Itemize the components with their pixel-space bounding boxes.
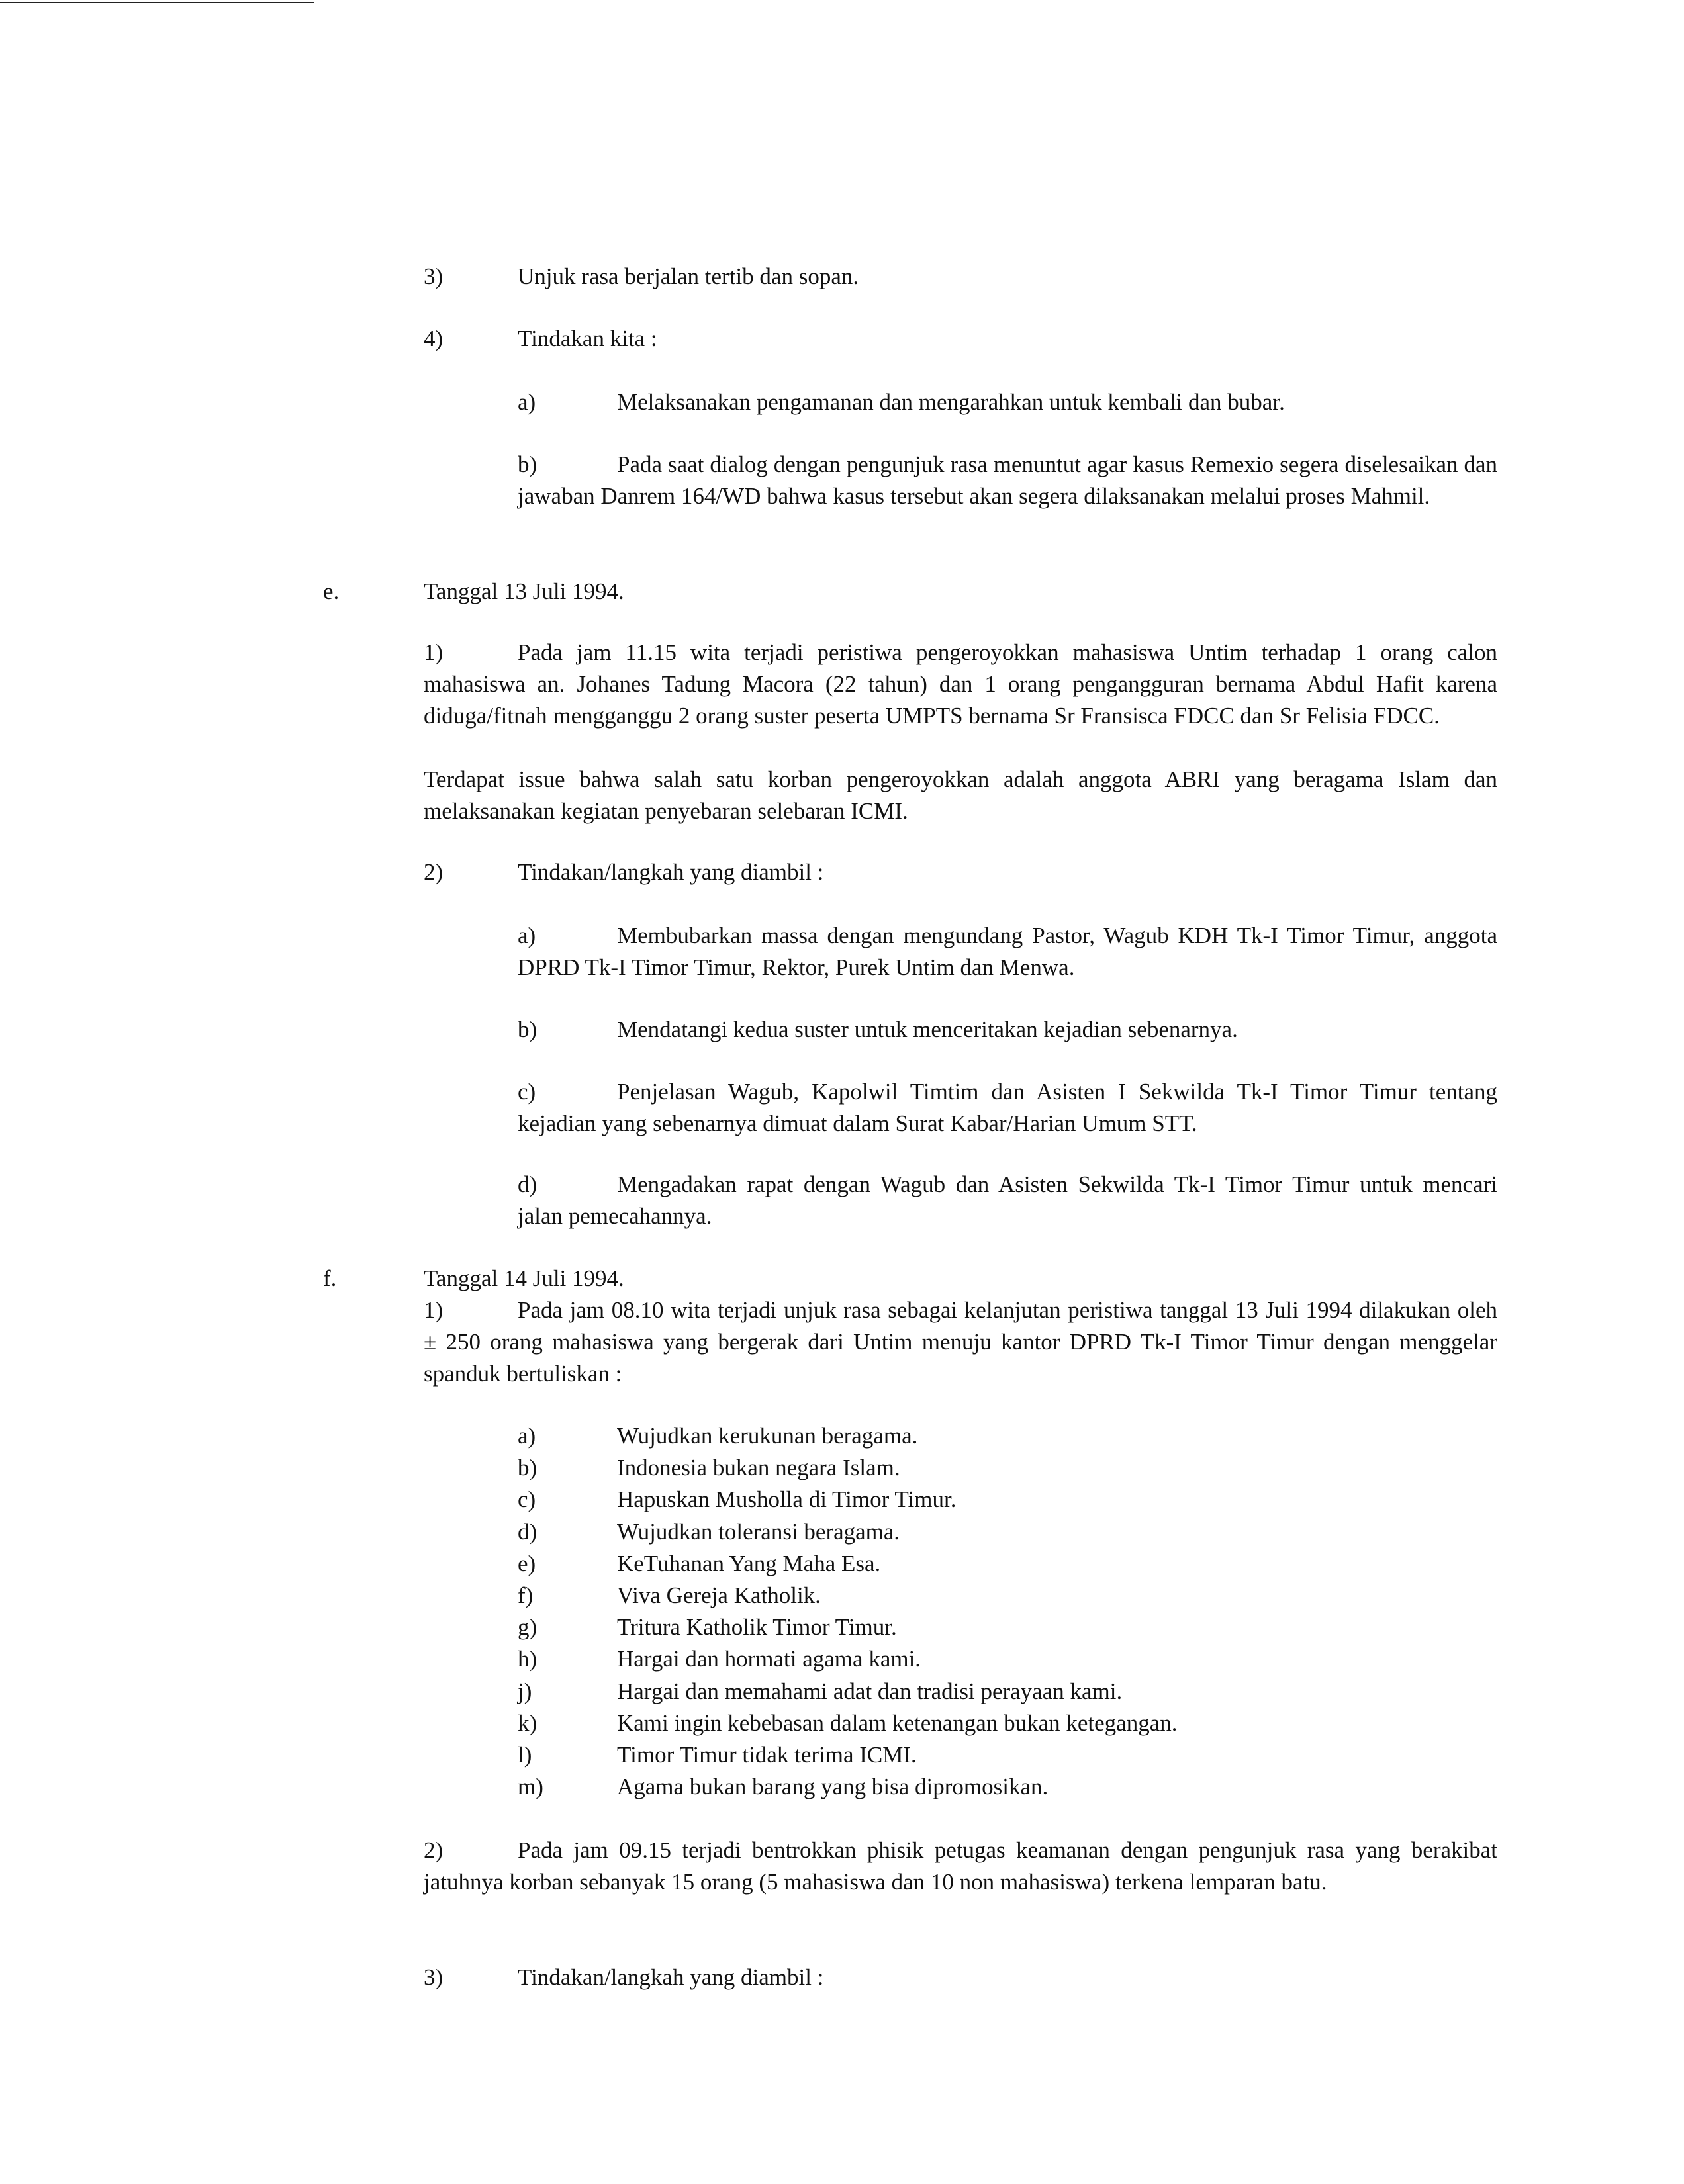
banner-text: Hargai dan memahami adat dan tradisi perayaan kami.: [617, 1678, 1123, 1704]
banner-text: Hargai dan hormati agama kami.: [617, 1646, 921, 1672]
item-paragraph: [424, 1835, 1497, 1898]
section-heading: Tanggal 13 Juli 1994.: [424, 578, 624, 604]
subitem-label: a): [518, 923, 536, 948]
item-label: 2): [424, 1837, 444, 1863]
subitem-paragraph: [518, 449, 1497, 512]
banner-text: Tritura Katholik Timor Timur.: [617, 1614, 897, 1640]
banner-text: KeTuhanan Yang Maha Esa.: [617, 1551, 881, 1576]
banner-text: Wujudkan kerukunan beragama.: [617, 1423, 918, 1449]
item-text: Unjuk rasa berjalan tertib dan sopan.: [518, 263, 859, 289]
subitem-text: Pada saat dialog dengan pengunjuk rasa menuntut agar kasus Remexio segera diselesaikan dan jawaban Danrem 164/WD bahwa kasus tersebut akan segera dilaksanakan melalui proses Mahmil.: [518, 451, 1497, 509]
subitem-paragraph: [518, 1076, 1497, 1140]
subitem-text: Mengadakan rapat dengan Wagub dan Asisten Sekwilda Tk-I Timor Timur untuk mencari jalan pemecahannya.: [518, 1171, 1497, 1229]
item-text: Tindakan/langkah yang diambil :: [518, 859, 824, 885]
banner-text: Kami ingin kebebasan dalam ketenangan bukan ketegangan.: [617, 1710, 1178, 1736]
banner-text: Hapuskan Musholla di Timor Timur.: [617, 1486, 957, 1512]
subitem-text: Membubarkan massa dengan mengundang Pastor, Wagub KDH Tk-I Timor Timur, anggota DPRD Tk-I Timor Timur, Rektor, Purek Untim dan Menwa.: [518, 923, 1497, 980]
banner-text: Viva Gereja Katholik.: [617, 1582, 821, 1608]
note-paragraph: Terdapat issue bahwa salah satu korban pengeroyokkan adalah anggota ABRI yang beragama Islam dan melaksanakan kegiatan penyebaran selebaran ICMI.: [424, 766, 1497, 824]
item-text: Tindakan kita :: [518, 326, 657, 351]
banner-label: k): [518, 1710, 538, 1736]
banner-label: g): [518, 1614, 538, 1640]
banner-label: e): [518, 1551, 536, 1576]
banner-label: c): [518, 1486, 536, 1512]
section-label: e.: [323, 578, 340, 604]
subitem-label: b): [518, 451, 538, 477]
banner-label: d): [518, 1519, 538, 1545]
item-label: 2): [424, 859, 444, 885]
section-label: f.: [323, 1265, 337, 1291]
item-label: 1): [424, 1297, 444, 1323]
subitem-text: Melaksanakan pengamanan dan mengarahkan untuk kembali dan bubar.: [617, 389, 1285, 415]
subitem-label: d): [518, 1171, 538, 1197]
banner-label: j): [518, 1678, 532, 1704]
banner-label: l): [518, 1742, 532, 1768]
item-label: 3): [424, 1964, 444, 1990]
item-label: 3): [424, 263, 444, 289]
banner-text: Wujudkan toleransi beragama.: [617, 1519, 900, 1545]
subitem-paragraph: [518, 1169, 1497, 1232]
subitem-text: Mendatangi kedua suster untuk menceritakan kejadian sebenarnya.: [617, 1017, 1238, 1042]
banner-text: Agama bukan barang yang bisa dipromosikan.: [617, 1774, 1049, 1799]
item-text: Pada jam 08.10 wita terjadi unjuk rasa sebagai kelanjutan peristiwa tanggal 13 Juli 1994 dilakukan oleh ± 250 orang mahasiswa yang bergerak dari Untim menuju kantor DPRD Tk-I Timor Timur dengan menggelar spanduk bertuliskan :: [424, 1297, 1497, 1387]
banner-label: h): [518, 1646, 538, 1672]
item-paragraph: [424, 637, 1497, 732]
banner-text: Timor Timur tidak terima ICMI.: [617, 1742, 917, 1768]
item-text: Tindakan/langkah yang diambil :: [518, 1964, 824, 1990]
banner-label: f): [518, 1582, 534, 1608]
banner-label: m): [518, 1774, 543, 1799]
banner-label: b): [518, 1455, 538, 1480]
banner-text: Indonesia bukan negara Islam.: [617, 1455, 900, 1480]
subitem-label: a): [518, 389, 536, 415]
item-text: Pada jam 11.15 wita terjadi peristiwa pengeroyokkan mahasiswa Untim terhadap 1 orang calon mahasiswa an. Johanes Tadung Macora (22 tahun) dan 1 orang pengangguran bernama Abdul Hafit karena diduga/fitnah mengganggu 2 orang suster peserta UMPTS bernama Sr Fransisca FDCC dan Sr Felisia FDCC.: [424, 639, 1497, 729]
banner-label: a): [518, 1423, 536, 1449]
subitem-label: c): [518, 1079, 536, 1105]
item-label: 1): [424, 639, 444, 665]
subitem-label: b): [518, 1017, 538, 1042]
subitem-text: Penjelasan Wagub, Kapolwil Timtim dan Asisten I Sekwilda Tk-I Timor Timur tentang kejadian yang sebenarnya dimuat dalam Surat Kabar/Harian Umum STT.: [518, 1079, 1497, 1136]
item-label: 4): [424, 326, 444, 351]
item-paragraph: [424, 1295, 1497, 1390]
top-rule: [0, 2, 314, 3]
subitem-paragraph: [518, 920, 1497, 983]
section-heading: Tanggal 14 Juli 1994.: [424, 1265, 624, 1291]
item-text: Pada jam 09.15 terjadi bentrokkan phisik petugas keamanan dengan pengunjuk rasa yang berakibat jatuhnya korban sebanyak 15 orang (5 mahasiswa dan 10 non mahasiswa) terkena lemparan batu.: [424, 1837, 1497, 1895]
